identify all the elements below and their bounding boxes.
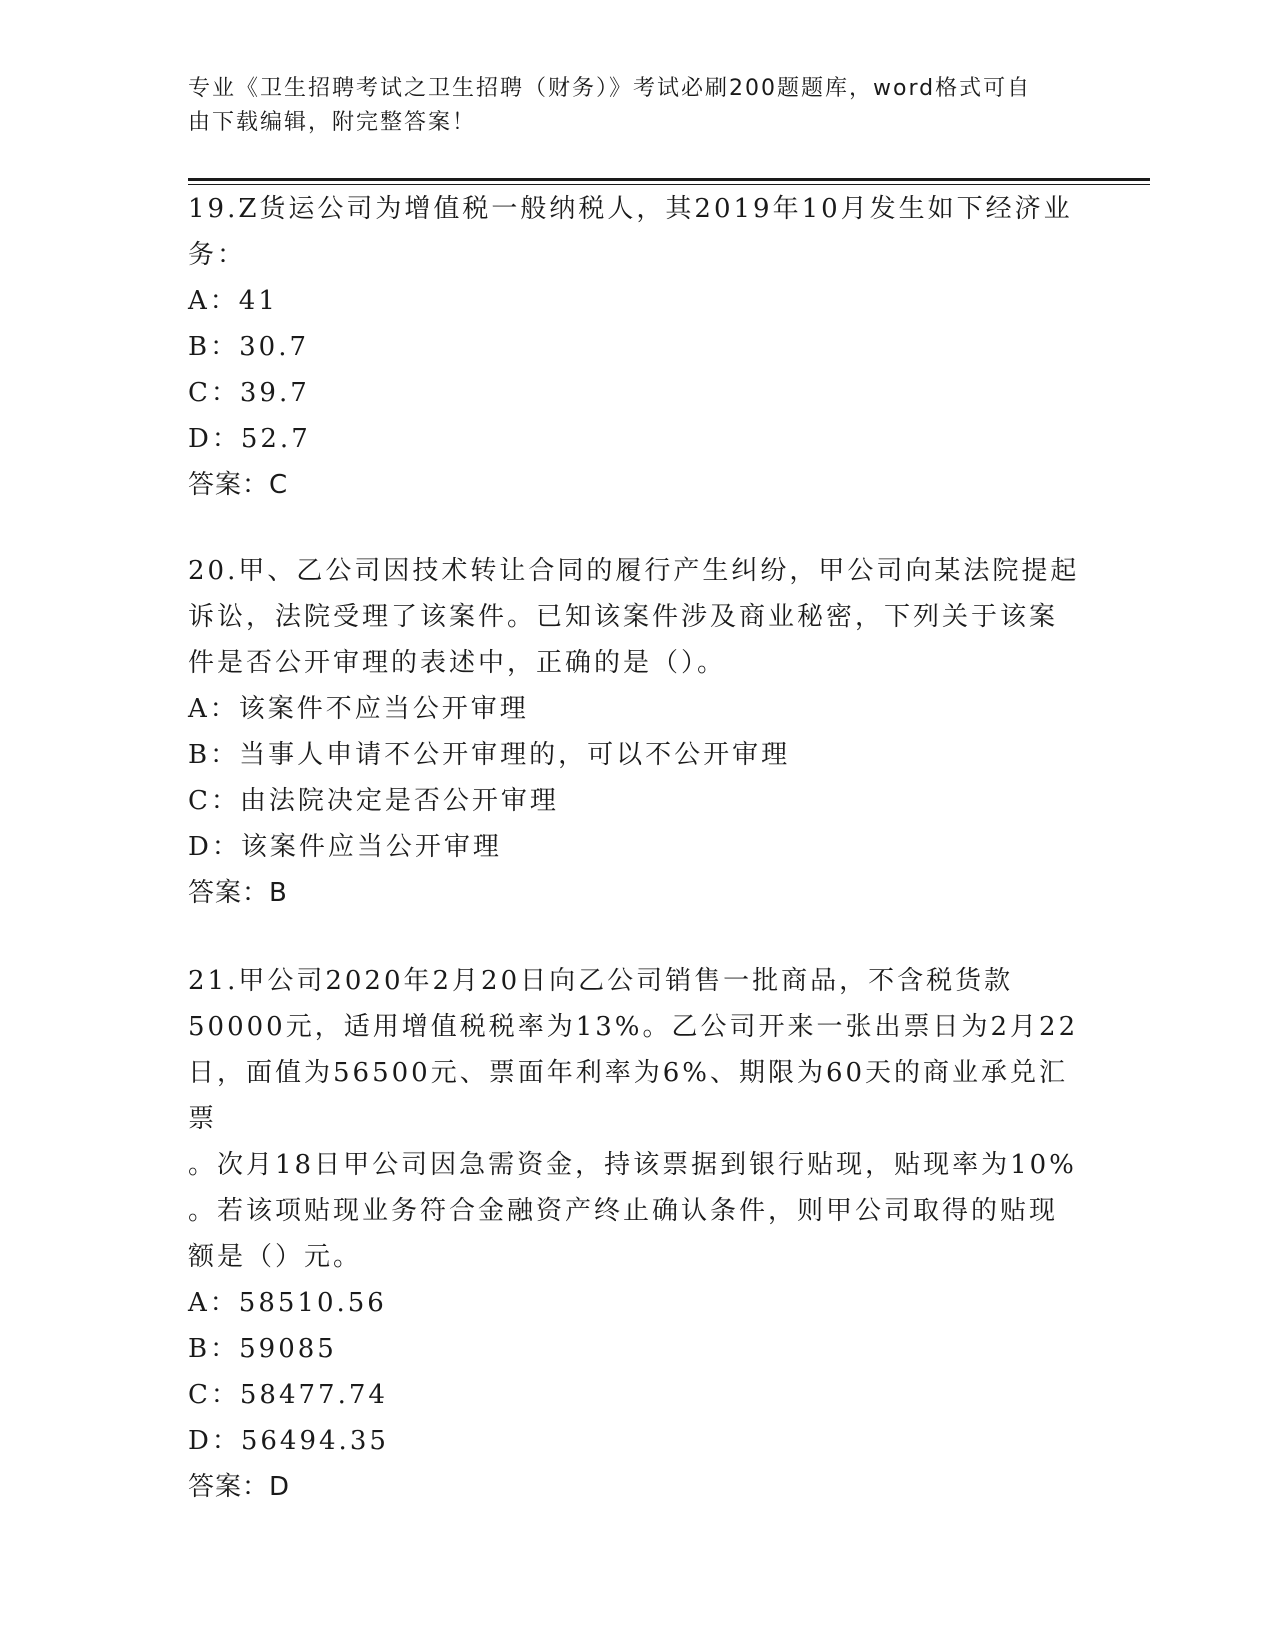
option-d: D：56494.35	[188, 1426, 389, 1456]
header-line-2: 由下载编辑，附完整答案！	[188, 110, 477, 135]
option-b: B：当事人申请不公开审理的，可以不公开审理	[188, 740, 791, 770]
document-header	[188, 72, 1068, 140]
option-b: B：30.7	[188, 332, 309, 362]
option-a: A：该案件不应当公开审理	[188, 694, 529, 724]
option-d: D：该案件应当公开审理	[188, 832, 502, 862]
question-line: 21.甲公司2020年2月20日向乙公司销售一批商品，不含税货款	[188, 966, 1014, 996]
question-line: 额是（）元。	[188, 1242, 363, 1272]
answer-line: 答案：D	[188, 1472, 291, 1502]
question-line: 日，面值为56500元、票面年利率为6%、期限为60天的商业承兑汇票	[188, 1058, 1069, 1134]
option-a: A：41	[188, 286, 278, 316]
question-stem	[188, 186, 1088, 278]
question-line: 。次月18日甲公司因急需资金，持该票据到银行贴现，贴现率为10%	[188, 1150, 1077, 1180]
header-divider-thin	[188, 184, 1150, 185]
option-c: C：39.7	[188, 378, 310, 408]
answer-line: 答案：C	[188, 470, 289, 500]
question-20	[188, 548, 1088, 916]
answer-line: 答案：B	[188, 878, 288, 908]
question-stem	[188, 548, 1088, 686]
option-b: B：59085	[188, 1334, 337, 1364]
question-stem	[188, 958, 1088, 1280]
question-19	[188, 186, 1088, 508]
option-c: C：58477.74	[188, 1380, 388, 1410]
header-line-1: 专业《卫生招聘考试之卫生招聘（财务）》考试必刷200题题库，word格式可自	[188, 76, 1032, 101]
option-c: C：由法院决定是否公开审理	[188, 786, 559, 816]
question-line: 件是否公开审理的表述中，正确的是（）。	[188, 648, 727, 678]
question-line: 20.甲、乙公司因技术转让合同的履行产生纠纷，甲公司向某法院提起	[188, 556, 1080, 586]
option-d: D：52.7	[188, 424, 311, 454]
question-21	[188, 958, 1088, 1510]
question-line: 。若该项贴现业务符合金融资产终止确认条件，则甲公司取得的贴现	[188, 1196, 1059, 1226]
question-line: 务：	[188, 240, 247, 270]
question-line: 50000元，适用增值税税率为13%。乙公司开来一张出票日为2月22	[188, 1012, 1079, 1042]
header-divider-thick	[188, 178, 1150, 181]
option-a: A：58510.56	[188, 1288, 387, 1318]
question-line: 19.Z货运公司为增值税一般纳税人，其2019年10月发生如下经济业	[188, 194, 1073, 224]
question-line: 诉讼，法院受理了该案件。已知该案件涉及商业秘密，下列关于该案	[188, 602, 1059, 632]
